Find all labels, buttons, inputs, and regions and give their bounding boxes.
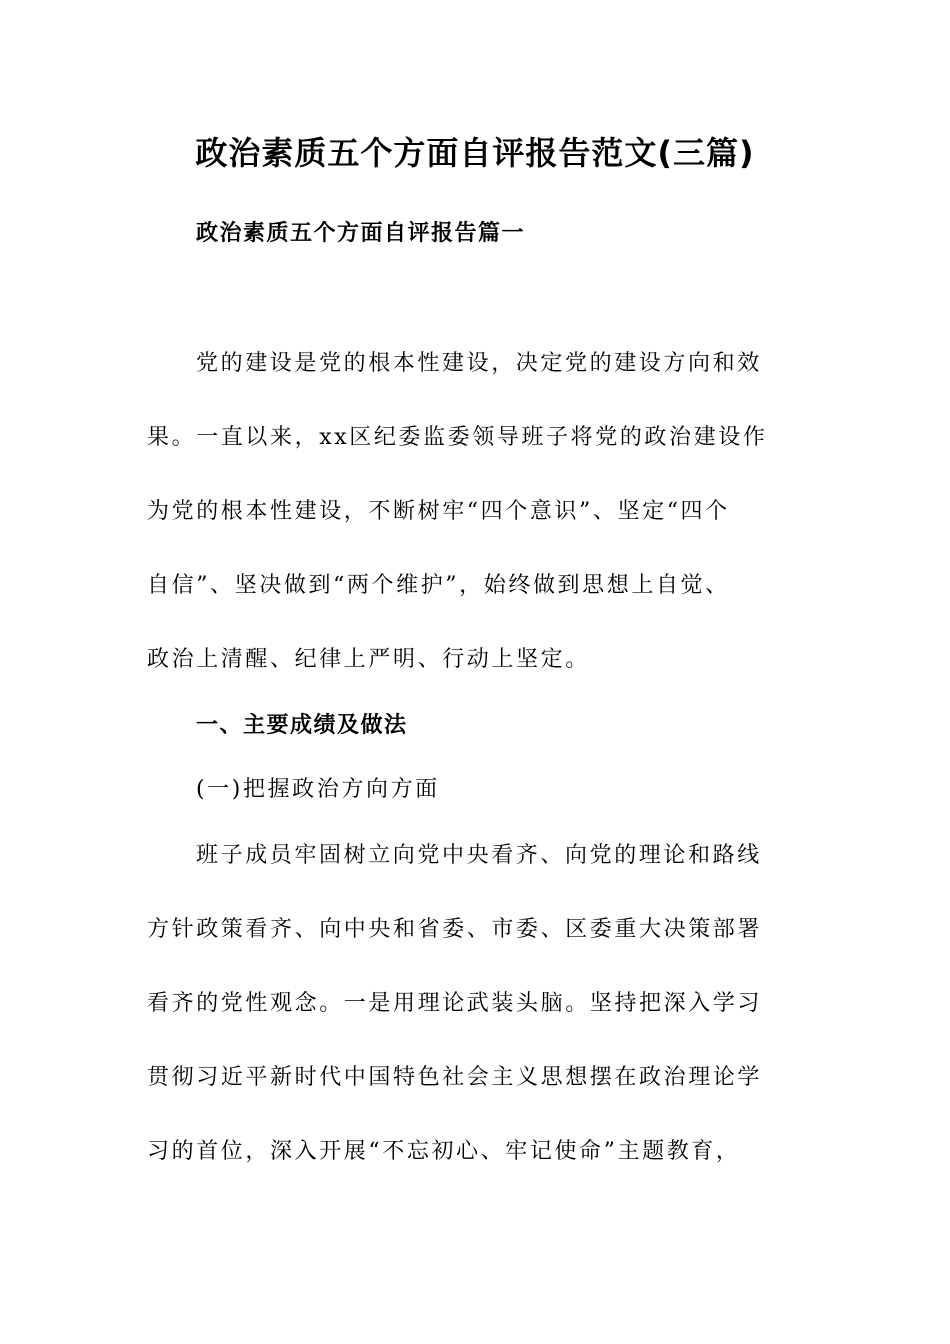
paragraph2-line-1: 班子成员牢固树立向党中央看齐、向党的理论和路线 bbox=[196, 843, 762, 868]
paragraph1-line-3: 为党的根本性建设，不断树牢“四个意识”、坚定“四个 bbox=[147, 499, 730, 524]
subheading-political-direction: (一)把握政治方向方面 bbox=[196, 777, 440, 802]
paragraph1-line-4: 自信”、坚决做到“两个维护”，始终做到思想上自觉、 bbox=[147, 573, 730, 598]
paragraph2-line-5: 习的首位，深入开展“不忘初心、牢记使命”主题教育， bbox=[147, 1139, 741, 1164]
paragraph2-line-2: 方针政策看齐、向中央和省委、市委、区委重大决策部署 bbox=[147, 917, 763, 942]
document-title: 政治素质五个方面自评报告范文(三篇) bbox=[195, 134, 755, 172]
paragraph1-line-5: 政治上清醒、纪律上严明、行动上坚定。 bbox=[147, 647, 590, 672]
paragraph2-line-4: 贯彻习近平新时代中国特色社会主义思想摆在政治理论学 bbox=[147, 1065, 763, 1090]
paragraph1-line-2: 果。一直以来，xx区纪委监委领导班子将党的政治建设作 bbox=[147, 425, 768, 450]
section-heading: 政治素质五个方面自评报告篇一 bbox=[196, 221, 526, 246]
subheading-main-achievements: 一、主要成绩及做法 bbox=[196, 713, 408, 738]
paragraph1-line-1: 党的建设是党的根本性建设，决定党的建设方向和效 bbox=[196, 351, 762, 376]
paragraph2-line-3: 看齐的党性观念。一是用理论武装头脑。坚持把深入学习 bbox=[147, 991, 763, 1016]
